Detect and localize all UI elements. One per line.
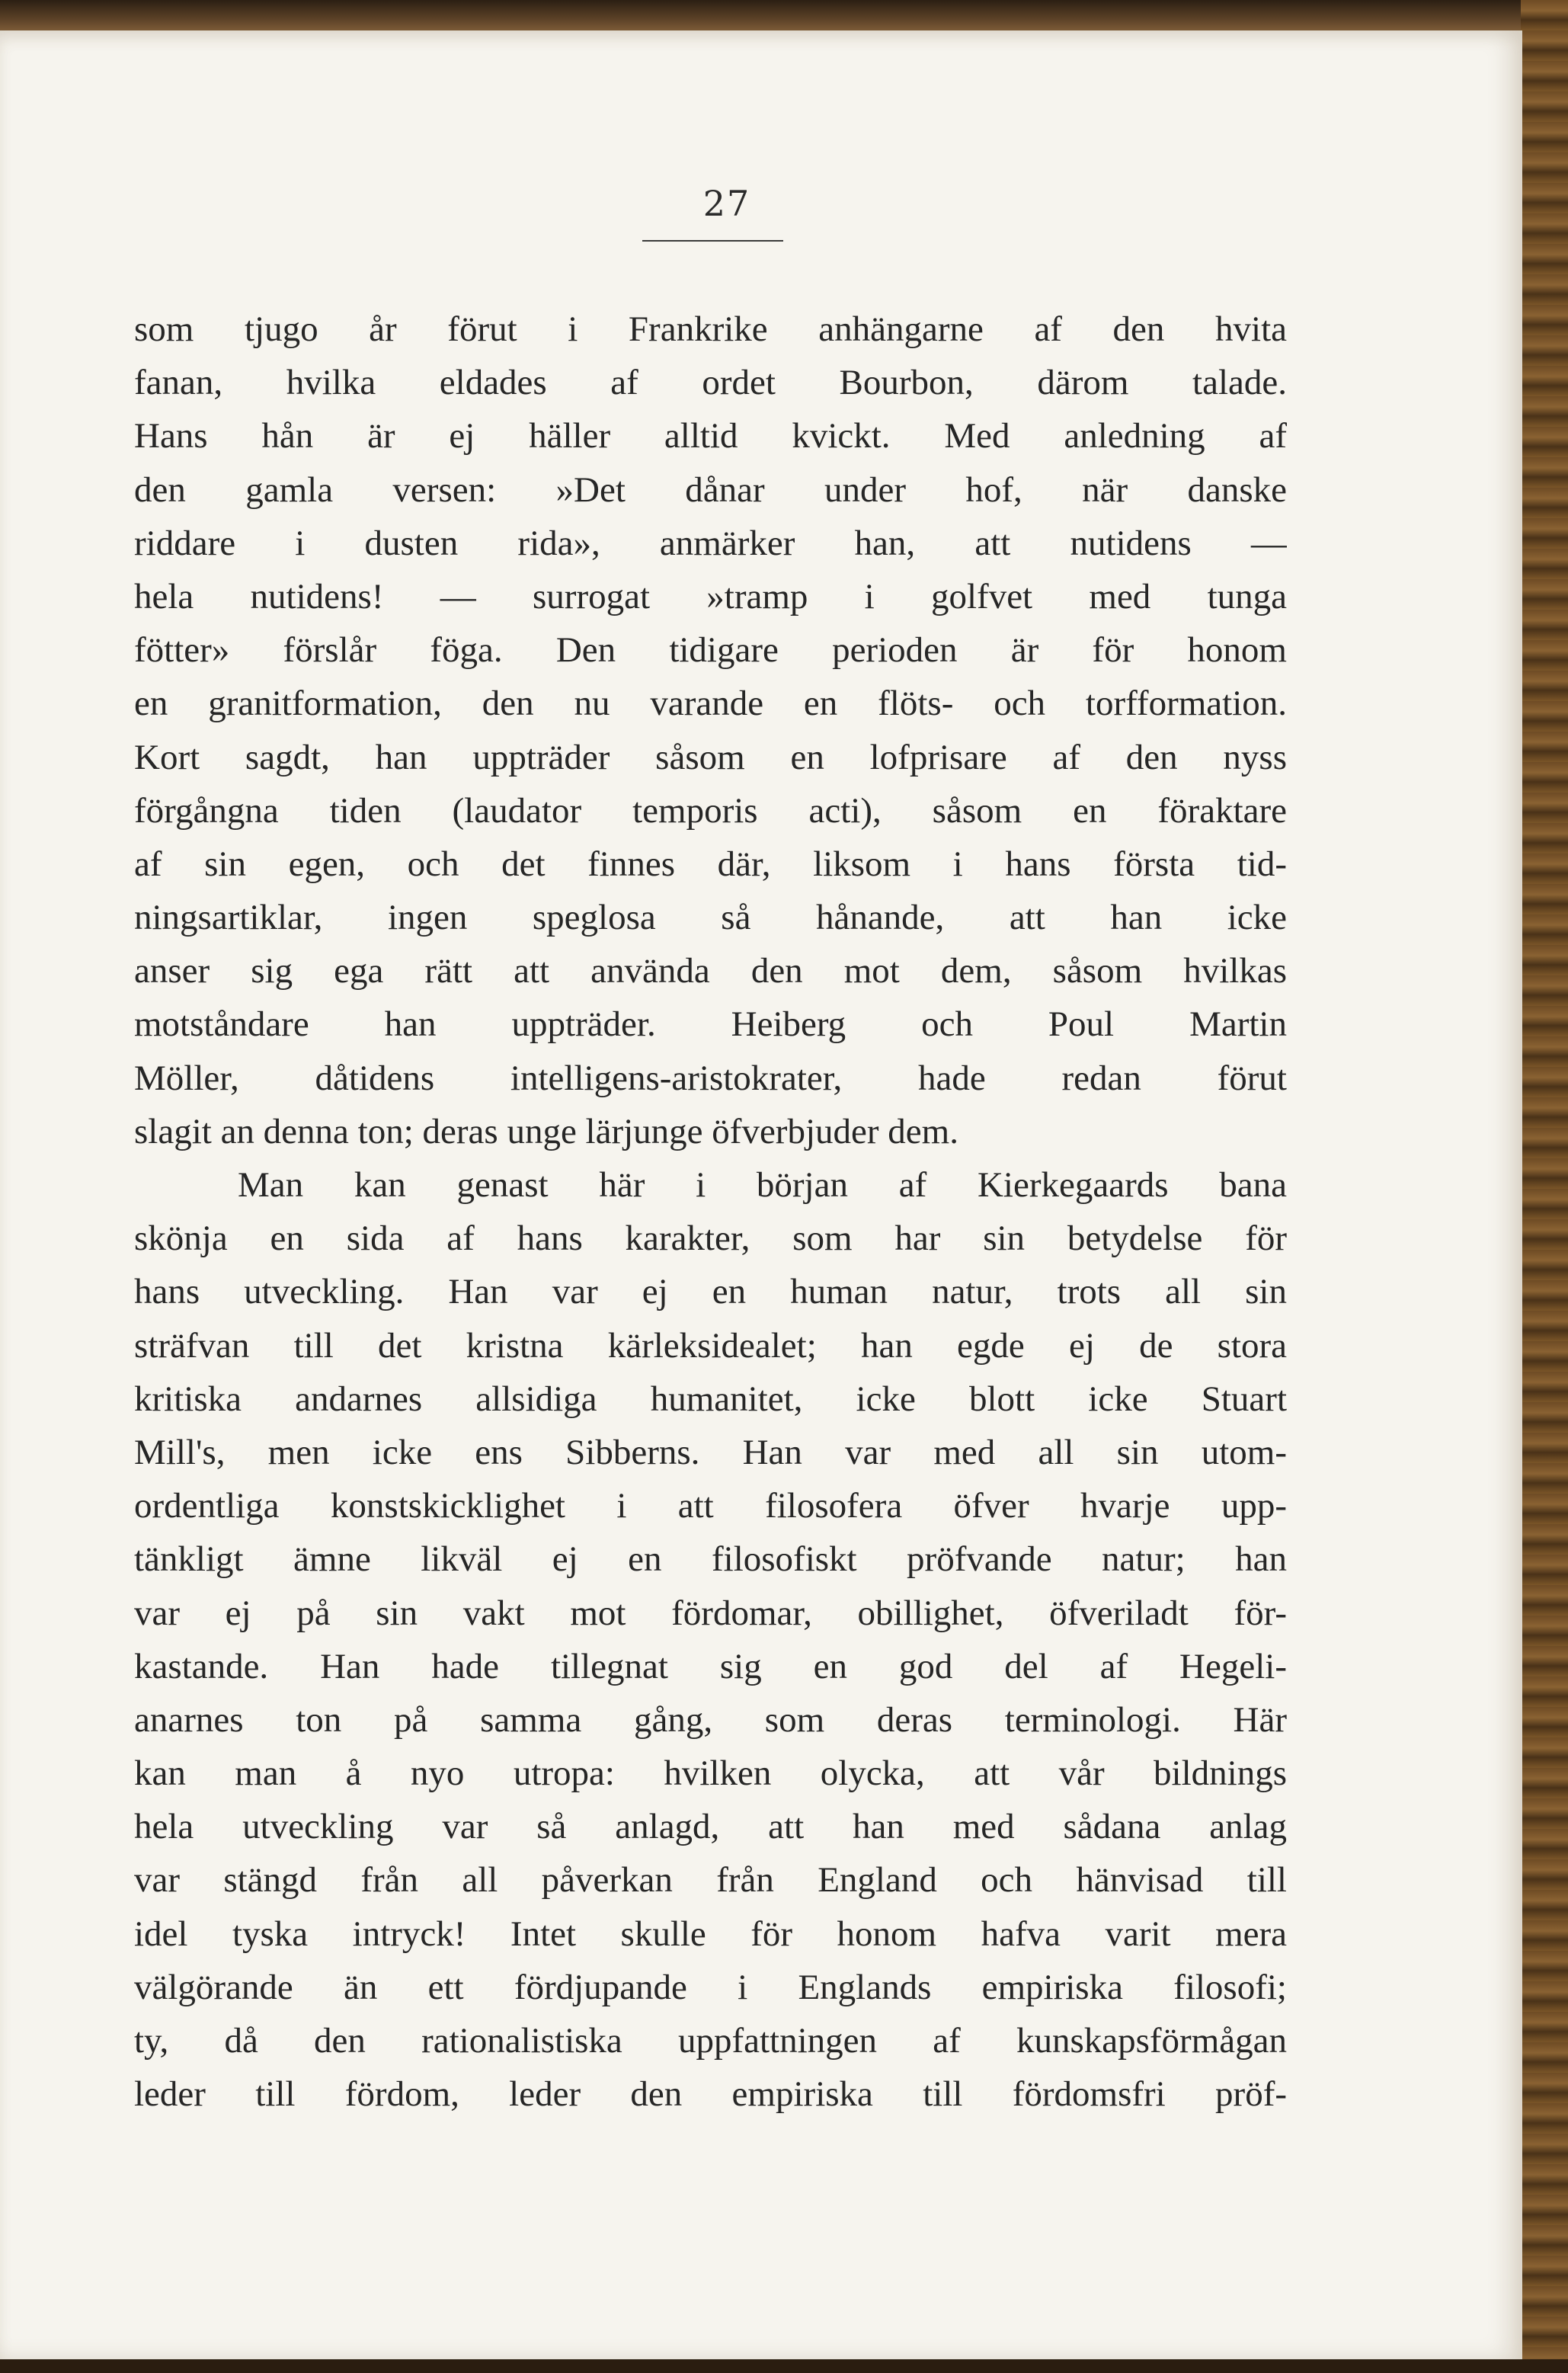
- header-rule: [642, 240, 783, 242]
- text-line: tänkligt ämne likväl ej en filosofiskt pröfvande natur; han: [134, 1539, 1287, 1580]
- text-line: af sin egen, och det finnes där, liksom i hans första tid-: [134, 844, 1287, 884]
- paragraph-start-line: Man kan genast här i början af Kierkegaards bana: [238, 1165, 1287, 1205]
- text-line: fötter» förslår föga. Den tidigare perioden är för honom: [134, 630, 1287, 671]
- book-spine-edge: [1521, 0, 1568, 2373]
- text-line: kan man å nyo utropa: hvilken olycka, att vår bildnings: [134, 1753, 1287, 1794]
- text-line: hela utveckling var så anlagd, att han med sådana anlag: [134, 1807, 1287, 1847]
- text-line: den gamla versen: »Det dånar under hof, när danske: [134, 469, 1287, 510]
- text-line: anser sig ega rätt att använda den mot dem, såsom hvilkas: [134, 951, 1287, 991]
- body-text: [134, 303, 1287, 2121]
- text-line: ty, då den rationalistiska uppfattningen af kunskapsförmågan: [134, 2021, 1287, 2061]
- text-line: som tjugo år förut i Frankrike anhängarne af den hvita: [134, 309, 1287, 349]
- page-number: 27: [702, 183, 751, 224]
- text-line: riddare i dusten rida», anmärker han, att nutidens —: [134, 523, 1287, 563]
- text-line: kritiska andarnes allsidiga humanitet, icke blott icke Stuart: [134, 1379, 1287, 1419]
- book-page: [0, 30, 1522, 2359]
- text-line: Möller, dåtidens intelligens-aristokrater, hade redan förut: [134, 1058, 1287, 1098]
- text-line: en granitformation, den nu varande en flöts- och torfformation.: [134, 684, 1287, 724]
- text-line: anarnes ton på samma gång, som deras terminologi. Här: [134, 1699, 1287, 1740]
- text-line: kastande. Han hade tillegnat sig en god del af Hegeli-: [134, 1646, 1287, 1686]
- paragraph-end-line: slagit an denna ton; deras unge lärjunge öfverbjuder dem.: [134, 1111, 958, 1151]
- book-cover-bottom-edge: [0, 2359, 1568, 2373]
- text-line: Kort sagdt, han uppträder såsom en lofprisare af den nyss: [134, 737, 1287, 777]
- text-line: idel tyska intryck! Intet skulle för honom hafva varit mera: [134, 1913, 1287, 1954]
- text-line: motståndare han uppträder. Heiberg och Poul Martin: [134, 1004, 1287, 1045]
- text-line: hans utveckling. Han var ej en human natur, trots all sin: [134, 1272, 1287, 1312]
- book-cover-top-edge: [0, 0, 1568, 30]
- text-line: förgångna tiden (laudator temporis acti), såsom en föraktare: [134, 790, 1287, 831]
- text-line: var stängd från all påverkan från England och hänvisad till: [134, 1860, 1287, 1901]
- text-line: ningsartiklar, ingen speglosa så hånande, att han icke: [134, 898, 1287, 938]
- text-line: leder till fördom, leder den empiriska till fördomsfri pröf-: [134, 2074, 1287, 2115]
- text-line: fanan, hvilka eldades af ordet Bourbon, därom talade.: [134, 363, 1287, 403]
- text-line: Hans hån är ej häller alltid kvickt. Med anledning af: [134, 416, 1287, 456]
- text-line: ordentliga konstskicklighet i att filosofera öfver hvarje upp-: [134, 1486, 1287, 1526]
- text-line: skönja en sida af hans karakter, som har sin betydelse för: [134, 1219, 1287, 1259]
- text-line: hela nutidens! — surrogat »tramp i golfvet med tunga: [134, 576, 1287, 616]
- text-line: Mill's, men icke ens Sibberns. Han var med all sin utom-: [134, 1432, 1287, 1472]
- text-line: sträfvan till det kristna kärleksidealet; han egde ej de stora: [134, 1325, 1287, 1366]
- text-line: var ej på sin vakt mot fördomar, obillighet, öfveriladt för-: [134, 1593, 1287, 1633]
- text-line: välgörande än ett fördjupande i Englands empiriska filosofi;: [134, 1967, 1287, 2007]
